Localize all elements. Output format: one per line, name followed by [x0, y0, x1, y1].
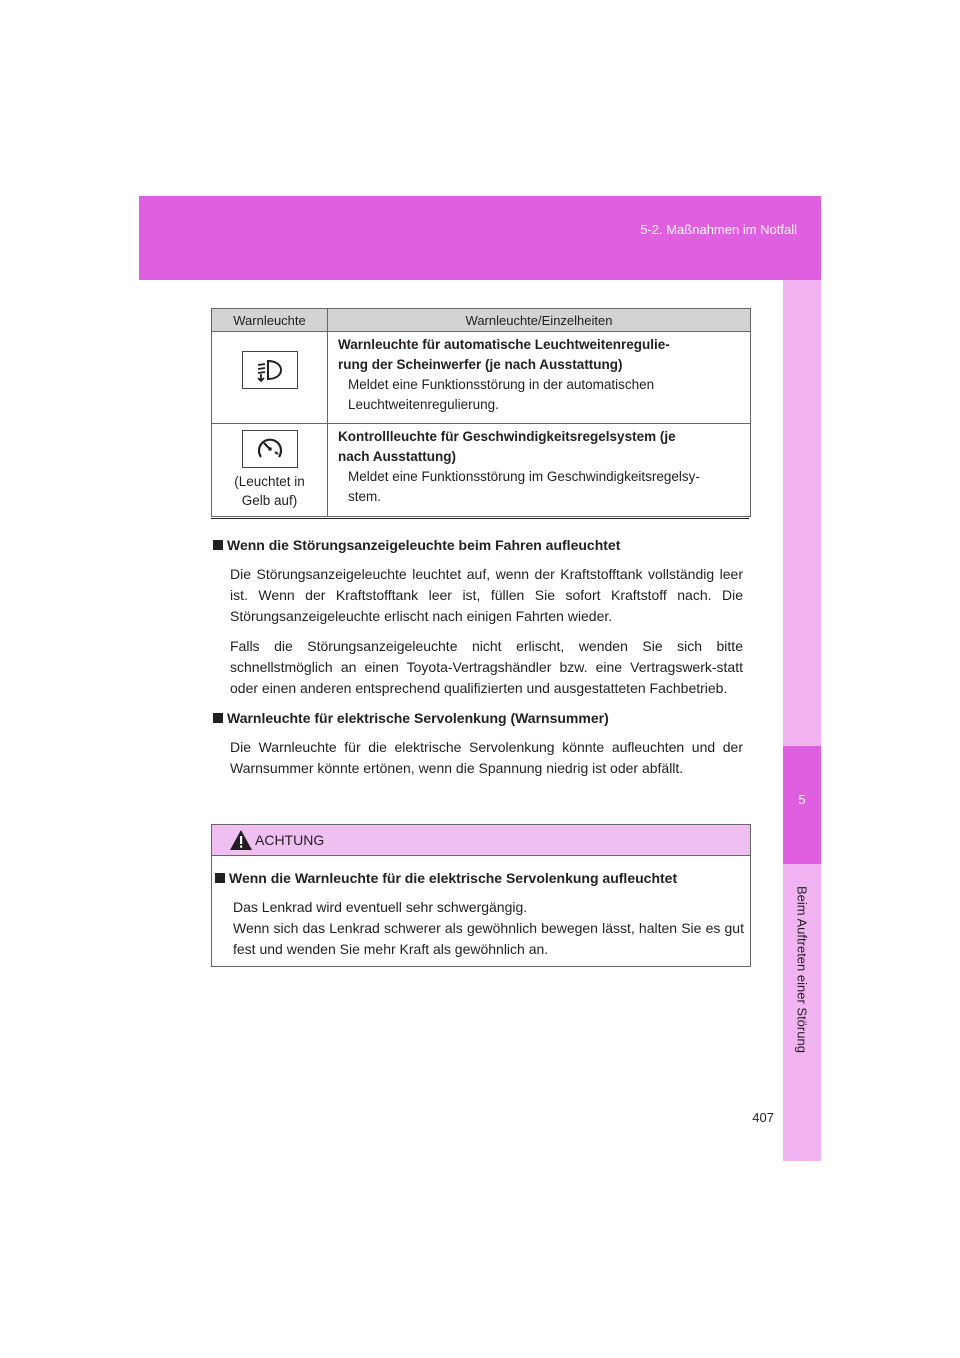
notes-section	[213, 535, 743, 788]
icon-cell	[212, 332, 328, 424]
warning-description-cont: Leuchtweitenregulierung.	[348, 397, 499, 412]
bullet-square-icon	[215, 873, 225, 883]
cruise-control-icon	[242, 430, 298, 468]
table-row	[212, 332, 751, 424]
warning-title-cont: rung der Scheinwerfer (je nach Ausstattung)	[338, 357, 623, 372]
warning-light-table	[211, 308, 751, 517]
bullet-square-icon	[213, 713, 223, 723]
caution-text-cont: Wenn sich das Lenkrad schwerer als gewöhnlich bewegen lässt, halten Sie es gut fest und wenden Sie mehr Kraft als gewöhnlich an.	[233, 920, 744, 957]
icon-cell	[212, 424, 328, 517]
chapter-side-tab	[783, 280, 821, 1161]
caution-title: ACHTUNG	[255, 832, 325, 848]
chapter-title: Beim Auftreten einer Störung	[794, 886, 810, 1053]
note-paragraph: Die Störungsanzeigeleuchte leuchtet auf, wenn der Kraftstofftank vollständig leer ist. Wenn der Kraftstofftank leer ist, füllen Sie sofort Kraftstoff nach. Die Störungsanzeigeleuchte erlischt nach einigen Fahrten wieder.	[230, 566, 743, 624]
details-cell	[328, 332, 751, 424]
header-band	[139, 196, 821, 280]
details-cell	[328, 424, 751, 517]
column-header-details: Warnleuchte/Einzelheiten	[328, 309, 751, 332]
warning-title-cont: nach Ausstattung)	[338, 449, 456, 464]
column-header-light: Warnleuchte	[212, 309, 328, 332]
warning-description-cont: stem.	[348, 489, 382, 504]
warning-description: Meldet eine Funktionsstörung in der automatischen	[348, 377, 655, 392]
note-heading: Warnleuchte für elektrische Servolenkung (Warnsummer)	[213, 708, 743, 729]
warning-triangle-icon	[229, 829, 253, 851]
page-number: 407	[752, 1110, 774, 1125]
chapter-number: 5	[798, 792, 806, 807]
table-header-row	[212, 309, 751, 332]
warning-title: Kontrollleuchte für Geschwindigkeitsregelsystem (je	[338, 429, 676, 444]
chapter-number-block	[783, 746, 821, 864]
table-row	[212, 424, 751, 517]
note-paragraph: Die Warnleuchte für die elektrische Servolenkung könnte aufleuchten und der Warnsummer könnte ertönen, wenn die Spannung niedrig ist oder abfällt.	[230, 739, 743, 776]
note-heading: Wenn die Störungsanzeigeleuchte beim Fahren aufleuchtet	[213, 535, 743, 556]
section-divider	[211, 518, 749, 519]
caution-box	[211, 824, 751, 967]
caution-header	[212, 825, 750, 856]
icon-caption-cont: Gelb auf)	[241, 493, 298, 508]
headlight-leveling-icon	[242, 351, 298, 389]
note-paragraph: Falls die Störungsanzeigeleuchte nicht erlischt, wenden Sie sich bitte schnellstmöglich an einen Toyota-Vertragshändler bzw. eine Vertragswerk-statt oder einen anderen entsprechend qualifizierten und ausgestatteten Fachbetrieb.	[230, 638, 743, 696]
bullet-square-icon	[213, 540, 223, 550]
warning-title: Warnleuchte für automatische Leuchtweitenregulie-	[338, 337, 670, 352]
icon-caption: (Leuchtet in	[234, 474, 305, 489]
chapter-title-vertical	[788, 886, 816, 1306]
caution-heading: Wenn die Warnleuchte für die elektrische Servolenkung aufleuchtet	[215, 868, 744, 889]
section-title: 5-2. Maßnahmen im Notfall	[640, 222, 797, 237]
warning-description: Meldet eine Funktionsstörung im Geschwindigkeitsregelsy-	[348, 469, 700, 484]
caution-text: Das Lenkrad wird eventuell sehr schwergängig.	[233, 899, 528, 915]
